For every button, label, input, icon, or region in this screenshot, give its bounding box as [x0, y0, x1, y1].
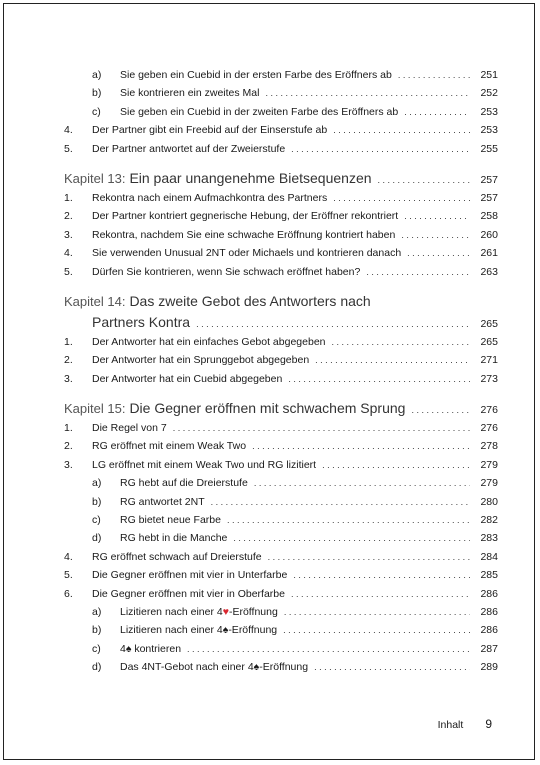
entry-number: 1. — [64, 335, 73, 348]
entry-letter: b) — [92, 495, 102, 508]
dot-leader — [404, 207, 470, 225]
entry-title: Der Partner kontriert gegnerische Hebung, der Eröffner rekontriert — [92, 210, 399, 223]
entry-letter: c) — [92, 642, 101, 655]
chapter-label: Kapitel 14: — [64, 293, 126, 309]
toc-entry[interactable] — [64, 511, 498, 529]
toc-entry[interactable] — [64, 244, 498, 262]
entry-title: RG hebt in die Manche — [120, 532, 228, 545]
entry-letter: d) — [92, 532, 102, 545]
entry-page: 285 — [480, 569, 498, 582]
entry-title: Der Partner gibt ein Freebid auf der Einserstufe ab — [92, 124, 328, 137]
entry-title: Der Antworter hat ein einfaches Gebot abgegeben — [92, 335, 326, 348]
toc-entry[interactable] — [64, 351, 498, 369]
toc-entry[interactable] — [64, 419, 498, 437]
toc-entry[interactable] — [64, 226, 498, 244]
entry-title: Die Gegner eröffnen mit vier in Oberfarbe — [92, 587, 285, 600]
entry-number: 1. — [64, 191, 73, 204]
dot-leader — [252, 437, 470, 455]
entry-page: 251 — [480, 69, 498, 81]
toc-entry[interactable] — [64, 66, 498, 84]
toc-entry[interactable] — [64, 370, 498, 388]
dot-leader — [322, 456, 470, 474]
entry-letter: d) — [92, 661, 102, 674]
entry-title: Der Antworter hat ein Cuebid abgegeben — [92, 372, 283, 385]
entry-page: 265 — [480, 335, 498, 348]
dot-leader — [404, 103, 470, 121]
entry-title: Der Partner antwortet auf der Zweierstufe — [92, 142, 286, 155]
page-footer — [438, 717, 492, 731]
dot-leader — [411, 400, 470, 421]
entry-page: 280 — [480, 495, 498, 508]
spade-suit-icon: ♠ — [253, 661, 260, 674]
chapter-page: 265 — [480, 317, 498, 330]
entry-number: 4. — [64, 124, 73, 137]
entry-page: 279 — [480, 458, 498, 471]
toc-entry[interactable] — [64, 333, 498, 351]
entry-title: Das 4NT-Gebot nach einer 4♠-Eröffnung — [120, 661, 309, 674]
dot-leader — [291, 140, 470, 158]
entry-title: Rekontra, nachdem Sie eine schwache Eröffnung kontriert haben — [92, 228, 396, 241]
entry-page: 271 — [480, 354, 498, 367]
toc-entry[interactable] — [64, 84, 498, 102]
entry-page: 255 — [480, 142, 498, 155]
entry-page: 286 — [480, 587, 498, 600]
dot-leader — [366, 263, 470, 281]
dot-leader — [265, 84, 470, 102]
dot-leader — [333, 121, 470, 139]
entry-title: Rekontra nach einem Aufmachkontra des Partners — [92, 191, 328, 204]
dot-leader — [314, 658, 470, 676]
entry-number: 4. — [64, 247, 73, 260]
entry-page: 273 — [480, 372, 498, 385]
entry-page: 263 — [480, 265, 498, 278]
entry-title: RG eröffnet schwach auf Dreierstufe — [92, 550, 262, 563]
heart-suit-icon: ♥ — [222, 605, 229, 618]
toc-entry[interactable] — [64, 140, 498, 158]
entry-number: 2. — [64, 210, 73, 223]
dot-leader — [333, 189, 470, 207]
chapter-title: Das zweite Gebot des Antworters nach — [129, 292, 371, 309]
chapter-heading-13[interactable] — [64, 168, 498, 189]
entry-page: 276 — [480, 422, 498, 435]
dot-leader — [227, 511, 470, 529]
entry-page: 261 — [480, 247, 498, 260]
dot-leader — [398, 66, 470, 84]
dot-leader — [196, 314, 470, 335]
entry-page: 283 — [480, 532, 498, 545]
footer-label: Inhalt — [437, 719, 464, 731]
entry-title: Der Antworter hat ein Sprunggebot abgegeben — [92, 354, 310, 367]
entry-title: 4♠ kontrieren — [120, 642, 182, 655]
entry-title: LG eröffnet mit einem Weak Two und RG lizitiert — [92, 458, 317, 471]
entry-title: RG bietet neue Farbe — [120, 514, 221, 527]
entry-number: 3. — [64, 372, 73, 385]
entry-page: 253 — [480, 105, 498, 118]
dot-leader — [268, 548, 470, 566]
entry-page: 282 — [480, 514, 498, 527]
page — [3, 3, 535, 760]
toc-entry[interactable] — [64, 529, 498, 547]
dot-leader — [315, 351, 470, 369]
entry-page: 284 — [480, 550, 498, 563]
entry-page: 279 — [480, 477, 498, 490]
entry-title: Die Regel von 7 — [92, 422, 167, 435]
chapter-heading-14[interactable] — [64, 291, 498, 312]
toc-entry[interactable] — [64, 189, 498, 207]
chapter-page: 257 — [480, 173, 498, 186]
toc-entry[interactable] — [64, 263, 498, 281]
toc-entry[interactable] — [64, 640, 498, 658]
toc-entry[interactable] — [64, 621, 498, 639]
dot-leader — [254, 474, 470, 492]
entry-title: Lizitieren nach einer 4♥-Eröffnung — [120, 605, 278, 618]
entry-letter: a) — [92, 605, 102, 618]
dot-leader — [233, 529, 470, 547]
chapter-label: Kapitel 15: — [64, 401, 126, 417]
chapter-title-continued: Partners Kontra — [92, 313, 191, 330]
entry-title: RG eröffnet mit einem Weak Two — [92, 440, 247, 453]
page-number: 9 — [485, 717, 492, 731]
entry-page: 287 — [480, 642, 498, 655]
entry-page: 278 — [480, 440, 498, 453]
entry-number: 2. — [64, 354, 73, 367]
dot-leader — [378, 170, 470, 191]
entry-page: 286 — [480, 624, 498, 637]
entry-title: Sie geben ein Cuebid in der zweiten Farbe des Eröffners ab — [120, 105, 399, 118]
entry-number: 1. — [64, 422, 73, 435]
entry-number: 5. — [64, 142, 73, 155]
entry-title: Dürfen Sie kontrieren, wenn Sie schwach eröffnet haben? — [92, 265, 361, 278]
table-of-contents — [64, 66, 498, 677]
entry-letter: b) — [92, 87, 102, 100]
toc-entry[interactable] — [64, 566, 498, 584]
dot-leader — [332, 333, 471, 351]
entry-title: Sie kontrieren ein zweites Mal — [120, 87, 260, 100]
spade-suit-icon: ♠ — [222, 624, 229, 637]
entry-title: RG antwortet 2NT — [120, 495, 205, 508]
entry-number: 2. — [64, 440, 73, 453]
chapter-heading-14-continued[interactable] — [64, 312, 498, 333]
entry-number: 3. — [64, 458, 73, 471]
dot-leader — [291, 585, 470, 603]
chapter-title: Die Gegner eröffnen mit schwachem Sprung — [129, 400, 406, 417]
toc-entry[interactable] — [64, 548, 498, 566]
dot-leader — [284, 603, 470, 621]
toc-entry[interactable] — [64, 658, 498, 676]
dot-leader — [293, 566, 470, 584]
entry-page: 258 — [480, 210, 498, 223]
entry-letter: a) — [92, 477, 102, 490]
toc-entry[interactable] — [64, 493, 498, 511]
dot-leader — [173, 419, 470, 437]
chapter-heading-15[interactable] — [64, 398, 498, 419]
dot-leader — [187, 640, 470, 658]
entry-title: Lizitieren nach einer 4♠-Eröffnung — [120, 624, 278, 637]
toc-entry[interactable] — [64, 103, 498, 121]
toc-entry[interactable] — [64, 603, 498, 621]
chapter-page: 276 — [480, 404, 498, 417]
entry-number: 6. — [64, 587, 73, 600]
entry-letter: c) — [92, 514, 101, 527]
entry-number: 4. — [64, 550, 73, 563]
entry-title: Sie geben ein Cuebid in der ersten Farbe des Eröffners ab — [120, 69, 392, 81]
entry-page: 257 — [480, 191, 498, 204]
spade-suit-icon: ♠ — [125, 642, 132, 655]
dot-leader — [401, 226, 470, 244]
entry-letter: a) — [92, 69, 102, 81]
dot-leader — [283, 621, 470, 639]
entry-number: 5. — [64, 569, 73, 582]
entry-number: 3. — [64, 228, 73, 241]
chapter-title: Ein paar unangenehme Bietsequenzen — [129, 169, 372, 186]
dot-leader — [288, 370, 470, 388]
entry-letter: b) — [92, 624, 102, 637]
entry-page: 252 — [480, 87, 498, 100]
entry-page: 253 — [480, 124, 498, 137]
entry-title: Die Gegner eröffnen mit vier in Unterfarbe — [92, 569, 288, 582]
entry-title: Sie verwenden Unusual 2NT oder Michaels und kontrieren danach — [92, 247, 402, 260]
dot-leader — [407, 244, 470, 262]
toc-entry[interactable] — [64, 207, 498, 225]
toc-entry[interactable] — [64, 437, 498, 455]
toc-entry[interactable] — [64, 456, 498, 474]
entry-page: 286 — [480, 605, 498, 618]
toc-entry[interactable] — [64, 121, 498, 139]
entry-page: 260 — [480, 228, 498, 241]
toc-entry[interactable] — [64, 585, 498, 603]
entry-number: 5. — [64, 265, 73, 278]
entry-letter: c) — [92, 105, 101, 118]
entry-title: RG hebt auf die Dreierstufe — [120, 477, 248, 490]
chapter-label: Kapitel 13: — [64, 170, 126, 186]
entry-page: 289 — [480, 661, 498, 674]
toc-entry[interactable] — [64, 474, 498, 492]
dot-leader — [211, 493, 470, 511]
